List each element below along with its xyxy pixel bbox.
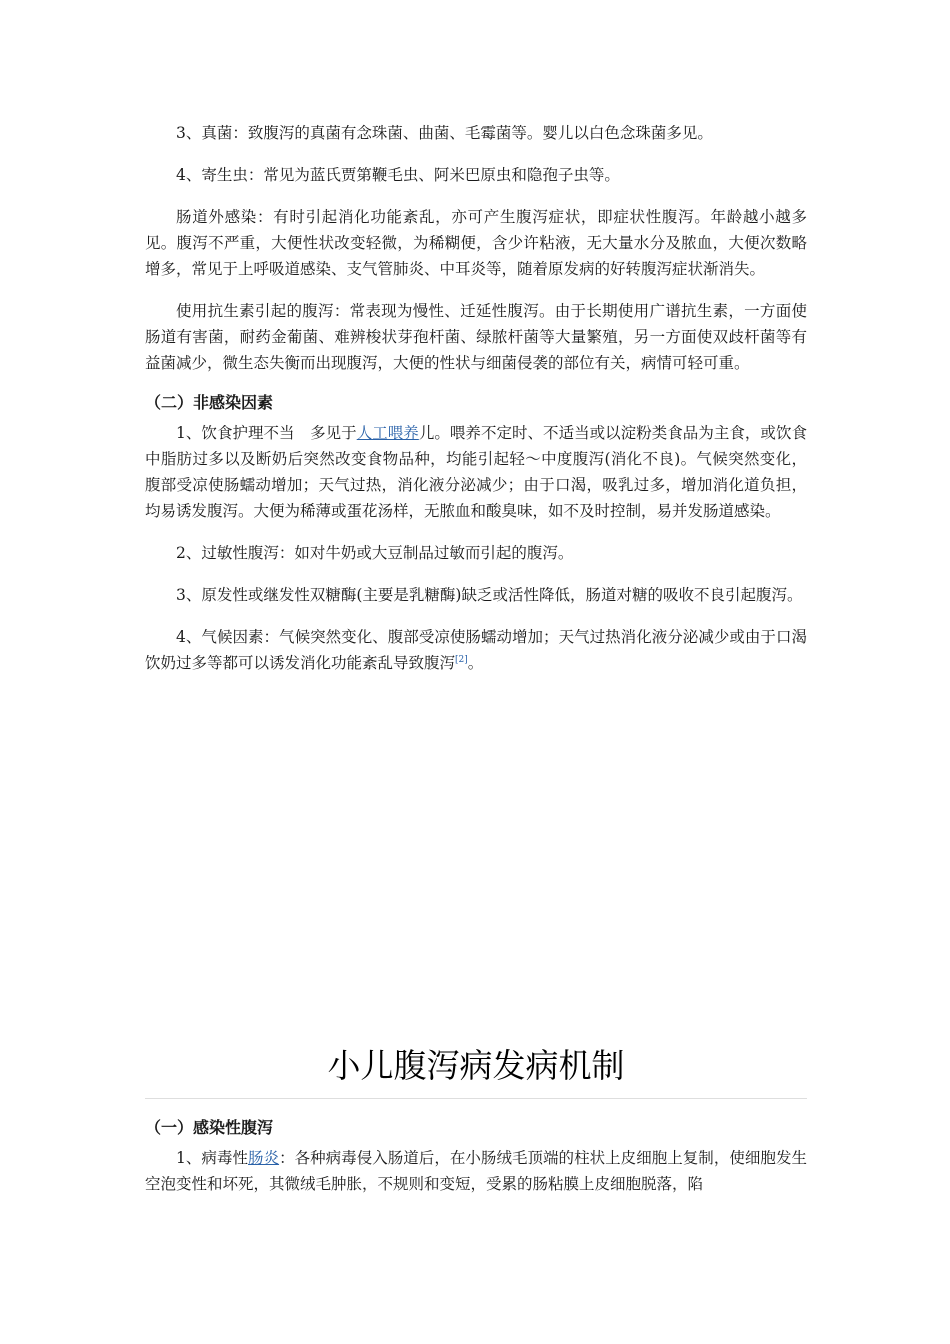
paragraph-fungi: 3、真菌：致腹泻的真菌有念珠菌、曲菌、毛霉菌等。婴儿以白色念珠菌多见。 (176, 124, 713, 142)
paragraph-viral-enteritis (145, 1145, 807, 1197)
pathogenesis-section (145, 1040, 807, 1197)
paragraph-diet-care (145, 420, 807, 524)
diet-text-rest: 儿。喂养不定时、不适当或以淀粉类食品为主食，或饮食中脂肪过多以及断奶后突然改变食物品种，均能引起轻～中度腹泻(消化不良)。气候突然变化，腹部受凉使肠蠕动增加；天气过热，消化液分泌减少；由于口渴，吸乳过多，增加消化道负担，均易诱发腹泻。大便为稀薄或蛋花汤样，无脓血和酸臭味，如不及时控制，易并发肠道感染。 (145, 424, 807, 520)
climate-text-end: 。 (467, 654, 484, 672)
climate-text: 4、气候因素：气候突然变化、腹部受凉使肠蠕动增加；天气过热消化液分泌减少或由于口渴饮奶过多等都可以诱发消化功能紊乱导致腹泻 (145, 628, 807, 672)
paragraph-parasite: 4、寄生虫：常见为蓝氏贾第鞭毛虫、阿米巴原虫和隐孢子虫等。 (176, 166, 620, 184)
heading-noninfectious-factors: （二）非感染因素 (145, 393, 274, 412)
paragraph-antibiotic-diarrhea: 使用抗生素引起的腹泻：常表现为慢性、迁延性腹泻。由于长期使用广谱抗生素，一方面使肠道有害菌，耐药金葡菌、难辨梭状芽孢杆菌、绿脓杆菌等大量繁殖，另一方面使双歧杆菌等有益菌减少，微生态失衡而出现腹泻，大便的性状与细菌侵袭的部位有关，病情可轻可重。 (145, 302, 807, 372)
document-upper-body (145, 120, 807, 676)
paragraph-allergic-diarrhea: 2、过敏性腹泻：如对牛奶或大豆制品过敏而引起的腹泻。 (176, 544, 574, 562)
enteritis-link[interactable]: 肠炎 (248, 1149, 280, 1167)
diet-text-start: 1、饮食护理不当 多见于 (176, 424, 357, 442)
viral-text-rest: ：各种病毒侵入肠道后，在小肠绒毛顶端的柱状上皮细胞上复制，使细胞发生空泡变性和坏死，其微绒毛肿胀，不规则和变短，受累的肠粘膜上皮细胞脱落，陷 (145, 1149, 807, 1193)
paragraph-disaccharidase: 3、原发性或继发性双糖酶(主要是乳糖酶)缺乏或活性降低，肠道对糖的吸收不良引起腹泻。 (176, 586, 803, 604)
viral-text-start: 1、病毒性 (176, 1149, 248, 1167)
paragraph-extra-intestinal-infection: 肠道外感染：有时引起消化功能紊乱，亦可产生腹泻症状，即症状性腹泻。年龄越小越多见。腹泻不严重，大便性状改变轻微，为稀糊便，含少许粘液，无大量水分及脓血，大便次数略增多，常见于上呼吸道感染、支气管肺炎、中耳炎等，随着原发病的好转腹泻症状渐消失。 (145, 208, 807, 278)
section-title: 小儿腹泻病发病机制 (145, 1040, 807, 1099)
heading-infectious-diarrhea: （一）感染性腹泻 (145, 1118, 274, 1137)
reference-citation-2[interactable]: [2] (455, 654, 468, 665)
paragraph-climate-factors (145, 624, 807, 676)
artificial-feeding-link[interactable]: 人工喂养 (356, 424, 419, 442)
